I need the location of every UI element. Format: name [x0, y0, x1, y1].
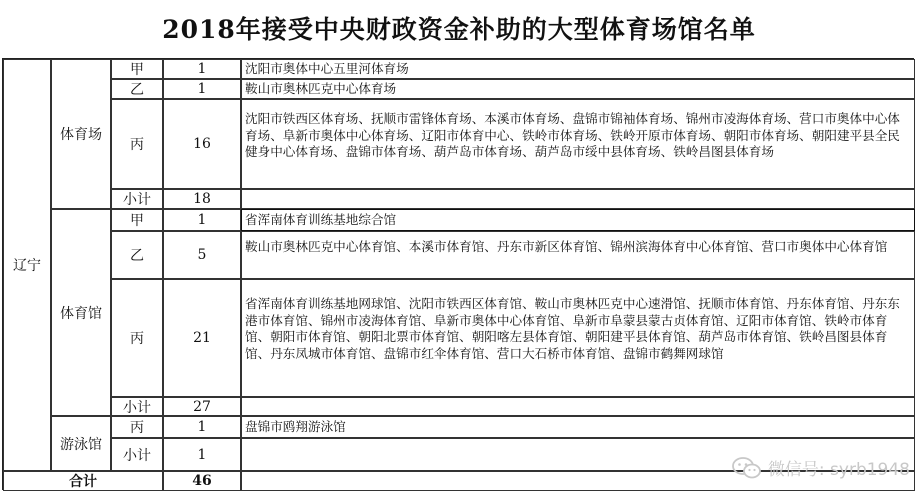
- grade-cell: 乙: [111, 231, 163, 279]
- watermark: [732, 455, 910, 480]
- count-cell: 5: [163, 231, 241, 279]
- category-stadium: 体育场: [51, 59, 111, 209]
- empty-cell: [241, 189, 915, 209]
- subtotal-value: 1: [163, 438, 241, 471]
- grade-cell: 乙: [111, 79, 163, 99]
- empty-cell: [241, 397, 915, 416]
- grade-cell: 甲: [111, 59, 163, 79]
- grade-cell: 甲: [111, 209, 163, 231]
- grade-cell: 丙: [111, 279, 163, 397]
- wechat-icon: [732, 457, 762, 479]
- province-cell: 辽宁: [3, 59, 51, 471]
- subtotal-label: 小计: [111, 397, 163, 416]
- venues-cell: 盘锦市鸥翔游泳馆: [241, 416, 915, 438]
- count-cell: 1: [163, 79, 241, 99]
- venues-cell: 鞍山市奥林匹克中心体育馆、本溪市体育馆、丹东市新区体育馆、锦州滨海体育中心体育馆、营口市奥体中心体育馆: [241, 231, 915, 279]
- category-natatorium: 游泳馆: [51, 416, 111, 471]
- count-cell: 16: [163, 99, 241, 189]
- venue-table: [2, 58, 914, 490]
- count-cell: 1: [163, 59, 241, 79]
- venues-cell: 沈阳市奥体中心五里河体育场: [241, 59, 915, 79]
- page-title: 2018年接受中央财政资金补助的大型体育场馆名单: [162, 15, 756, 44]
- subtotal-label: 小计: [111, 189, 163, 209]
- total-value: 46: [163, 471, 241, 491]
- count-cell: 21: [163, 279, 241, 397]
- subtotal-value: 27: [163, 397, 241, 416]
- venues-cell: 省浑南体育训练基地网球馆、沈阳市铁西区体育馆、鞍山市奥林匹克中心速滑馆、抚顺市体育馆、丹东体育馆、丹东东港市体育馆、锦州市凌海体育馆、阜新市奥体中心体育馆、阜新市阜蒙县蒙古贞体育馆、辽阳市体育馆、铁岭市体育馆、朝阳市体育馆、朝阳北票市体育馆、朝阳喀左县体育馆、朝阳建平县体育馆、葫芦岛市体育馆、铁岭昌图县体育馆、丹东凤城市体育馆、盘锦市红伞体育馆、营口大石桥市体育馆、盘锦市鹤舞网球馆: [241, 279, 915, 397]
- venues-cell: 鞍山市奥林匹克中心体育场: [241, 79, 915, 99]
- venues-cell: 沈阳市铁西区体育场、抚顺市雷锋体育场、本溪市体育场、盘锦市锦袖体育场、锦州市凌海体育场、营口市奥体中心体育场、阜新市奥体中心体育场、辽阳市体育中心、铁岭市体育场、铁岭开原市体育场、朝阳市体育场、朝阳建平县全民健身中心体育场、盘锦市体育场、葫芦岛市体育场、葫芦岛市绥中县体育场、铁岭昌图县体育场: [241, 99, 915, 189]
- category-gymnasium: 体育馆: [51, 209, 111, 416]
- grade-cell: 丙: [111, 99, 163, 189]
- grade-cell: 丙: [111, 416, 163, 438]
- subtotal-label: 小计: [111, 438, 163, 471]
- watermark-text: 微信号: syrb1948: [767, 460, 910, 480]
- total-label: 合计: [3, 471, 163, 491]
- venues-cell: 省浑南体育训练基地综合馆: [241, 209, 915, 231]
- count-cell: 1: [163, 209, 241, 231]
- count-cell: 1: [163, 416, 241, 438]
- subtotal-value: 18: [163, 189, 241, 209]
